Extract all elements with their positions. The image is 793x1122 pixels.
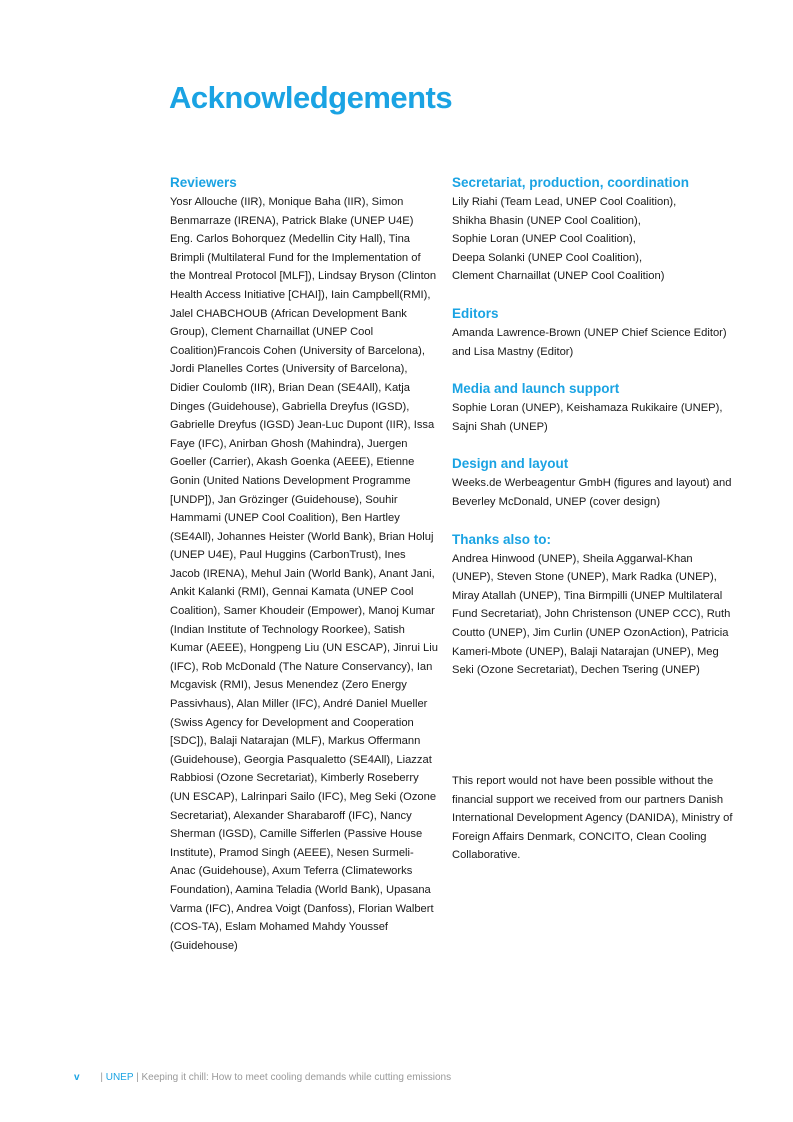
media-text: Sophie Loran (UNEP), Keishamaza Rukikaire (UNEP), Sajni Shah (UNEP) — [452, 402, 723, 433]
design-section — [452, 454, 734, 511]
editors-section — [452, 304, 734, 361]
reviewers-section — [170, 173, 438, 955]
funding-statement: This report would not have been possible without the financial support we received from our partners Danish International Development Agency (DANIDA), Ministry of Foreign Affairs Denmark, CONCITO, Clean Cooling Collaborative. — [452, 775, 733, 862]
footer-report-title: Keeping it chill: How to meet cooling demands while cutting emissions — [141, 1072, 452, 1083]
footer-separator: | — [136, 1072, 139, 1083]
secretariat-line: Sophie Loran (UNEP Cool Coalition), — [452, 233, 636, 246]
design-heading: Design and layout — [452, 456, 569, 472]
reviewers-list: Yosr Allouche (IIR), Monique Baha (IIR), Simon Benmarraze (IRENA), Patrick Blake (UNEP U4E) Eng. Carlos Bohorquez (Medellin City Hall), Tina Brimpli (Multilateral Fund for the Implementation of the Montreal Protocol [MLF]), Lindsay Bryson (Clinton Health Access Initiative [CHAI]), Iain Campbell(RMI), Jalel CHABCHOUB (African Development Bank Group), Clement Charnaillat (UNEP Cool Coalition)Francois Cohen (University of Barcelona), Jordi Planelles Cortes (University of Barcelona), Didier Coulomb (IIR), Brian Dean (SE4All), Katja Dinges (Guidehouse), Gabriella Dreyfus (IGSD), Gabrielle Dreyfus (IGSD) Jean-Luc Dupont (IIR), Issa Faye (IFC), Anirban Ghosh (Mahindra), Juergen Goeller (Carrier), Akash Goenka (AEEE), Etienne Gonin (United Nations Development Programme [UNDP]), Jan Grözinger (Guidehouse), Souhir Hammami (UNEP Cool Coalition), Ben Hartley (SE4All), Johannes Heister (World Bank), Brian Holuj (UNEP U4E), Paul Huggins (CarbonTrust), Ines Jacob (IRENA), Mehul Jain (World Bank), Anant Jani, Ankit Kalanki (RMI), Gennai Kamata (UNEP Cool Coalition), Samer Khoudeir (Empower), Manoj Kumar (Indian Institute of Technology Roorkee), Satish Kumar (AEEE), Hongpeng Liu (UN ESCAP), Jinrui Liu (IFC), Rob McDonald (The Nature Conservancy), Ian Mcgavisk (RMI), Jesus Menendez (Zero Energy Passivhaus), Alan Miller (IFC), André Daniel Mueller (Swiss Agency for Development and Cooperation [SDC]), Balaji Natarajan (MLF), Markus Offermann (Guidehouse), Georgia Pasqualetto (SE4All), Liazzat Rabbiosi (Ozone Secretariat), Kimberly Roseberry (UN ESCAP), Lalrinpari Sailo (IFC), Meg Seki (Ozone Secretariat), Alexander Sharabaroff (IFC), Nancy Sherman (IGSD), Camille Sifferlen (Passive House Institute), Pramod Singh (AEEE), Nesen Surmeli-Anac (Guidehouse), Axum Teferra (Climateworks Foundation), Aamina Teladia (World Bank), Upasana Varma (IFC), Andrea Voigt (Danfoss), Florian Walbert (COS-TA), Eslam Mohamed Mahdy Youssef (Guidehouse) — [170, 196, 438, 952]
page-number: v — [74, 1072, 80, 1083]
right-column — [452, 173, 734, 698]
thanks-heading: Thanks also to: — [452, 531, 552, 547]
secretariat-line: Shikha Bhasin (UNEP Cool Coalition), — [452, 214, 641, 227]
footer-org: UNEP — [105, 1072, 134, 1083]
thanks-text: Andrea Hinwood (UNEP), Sheila Aggarwal-Khan (UNEP), Steven Stone (UNEP), Mark Radka (UNEP), Miray Atallah (UNEP), Tina Birmpilli (UNEP Multilateral Fund Secretariat), John Christenson (UNEP CCC), Ruth Coutto (UNEP), Jim Curlin (UNEP OzonAction), Patricia Kameri-Mbote (UNEP), Balaji Natarajan (UNEP), Meg Seki (Ozone Secretariat), Dechen Tsering (UNEP) — [452, 552, 731, 677]
reviewers-heading: Reviewers — [170, 175, 237, 190]
media-heading: Media and launch support — [452, 381, 620, 397]
editors-text: Amanda Lawrence-Brown (UNEP Chief Science Editor) and Lisa Mastny (Editor) — [452, 326, 727, 358]
secretariat-line: Clement Charnaillat (UNEP Cool Coalition) — [452, 270, 665, 283]
media-section — [452, 379, 734, 436]
secretariat-section — [452, 173, 734, 286]
editors-heading: Editors — [452, 305, 499, 321]
left-column — [170, 173, 438, 973]
secretariat-line: Deepa Solanki (UNEP Cool Coalition), — [452, 251, 643, 264]
page-footer — [74, 1072, 451, 1083]
secretariat-heading: Secretariat, production, coordination — [452, 175, 690, 190]
page-title: Acknowledgements — [169, 80, 453, 115]
thanks-section — [452, 530, 734, 680]
footer-separator: | — [100, 1072, 103, 1083]
secretariat-line: Lily Riahi (Team Lead, UNEP Cool Coalition), — [452, 196, 677, 208]
design-text: Weeks.de Werbeagentur GmbH (figures and layout) and Beverley McDonald, UNEP (cover design) — [452, 477, 732, 508]
